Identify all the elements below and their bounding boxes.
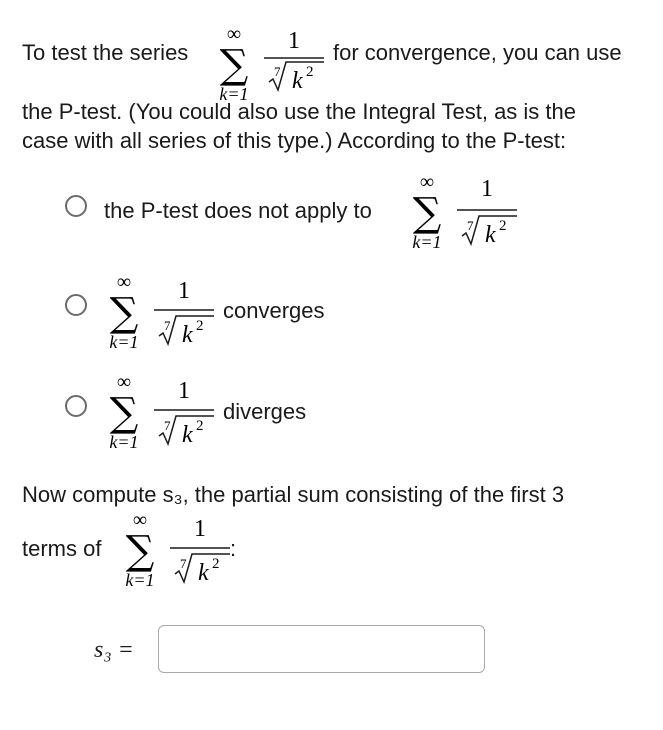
- radicand-exponent: 2: [306, 64, 314, 80]
- series-lower-limit: k=1: [109, 332, 139, 352]
- series-upper-limit: ∞: [116, 271, 132, 293]
- series-lower-limit: k=1: [109, 432, 139, 452]
- series-numerator: 1: [288, 28, 300, 54]
- series-numerator: 1: [178, 378, 190, 404]
- series-expression-intro: [212, 10, 332, 100]
- radio-option-converges[interactable]: [65, 294, 87, 316]
- intro-text-before: To test the series: [22, 40, 189, 65]
- radicand-base: k: [198, 560, 209, 586]
- sigma-icon: ∑: [109, 290, 139, 336]
- radicand-base: k: [292, 68, 303, 94]
- series-expression-option-3: [102, 368, 222, 458]
- series-numerator: 1: [481, 176, 493, 202]
- option-does-not-apply-label: the P-test does not apply to: [104, 198, 372, 223]
- intro-text-after: for convergence, you can use: [333, 40, 622, 65]
- sigma-icon: ∑: [412, 190, 442, 236]
- series-lower-limit: k=1: [125, 570, 155, 590]
- radio-option-does-not-apply[interactable]: [65, 195, 87, 217]
- option-diverges-label: diverges: [223, 399, 307, 424]
- series-upper-limit: ∞: [132, 509, 148, 531]
- partial-sum-terms-of: terms of: [22, 536, 102, 561]
- intro-line-2: the P-test. (You could also use the Integral Test, as is the: [22, 99, 576, 124]
- series-upper-limit: ∞: [419, 171, 435, 193]
- root-index: 7: [164, 418, 171, 433]
- series-upper-limit: ∞: [226, 23, 242, 45]
- root-index: 7: [180, 556, 187, 571]
- sigma-icon: ∑: [219, 42, 249, 88]
- root-index: 7: [467, 218, 474, 233]
- radicand-base: k: [485, 222, 496, 248]
- series-lower-limit: k=1: [412, 232, 442, 252]
- sigma-icon: ∑: [109, 390, 139, 436]
- radicand-exponent: 2: [499, 218, 507, 234]
- radio-option-diverges[interactable]: [65, 395, 87, 417]
- partial-sum-colon: :: [230, 536, 237, 561]
- radicand-base: k: [182, 322, 193, 348]
- partial-sum-line-1: Now compute s₃, the partial sum consisting of the first 3: [22, 482, 565, 507]
- radicand-exponent: 2: [196, 418, 204, 434]
- series-expression-partial-sum: [118, 506, 238, 596]
- series-expression-option-1: [405, 168, 525, 258]
- intro-line-3: case with all series of this type.) According to the P-test:: [22, 128, 567, 153]
- answer-input[interactable]: [158, 625, 485, 673]
- root-index: 7: [274, 64, 281, 79]
- series-lower-limit: k=1: [219, 84, 249, 100]
- option-converges-label: converges: [223, 298, 325, 323]
- series-numerator: 1: [178, 278, 190, 304]
- series-upper-limit: ∞: [116, 371, 132, 393]
- radicand-base: k: [182, 422, 193, 448]
- answer-label: s₃ =: [94, 637, 134, 663]
- series-expression-option-2: [102, 268, 222, 358]
- sigma-icon: ∑: [125, 528, 155, 574]
- radicand-exponent: 2: [196, 318, 204, 334]
- root-index: 7: [164, 318, 171, 333]
- series-numerator: 1: [194, 516, 206, 542]
- radicand-exponent: 2: [212, 556, 220, 572]
